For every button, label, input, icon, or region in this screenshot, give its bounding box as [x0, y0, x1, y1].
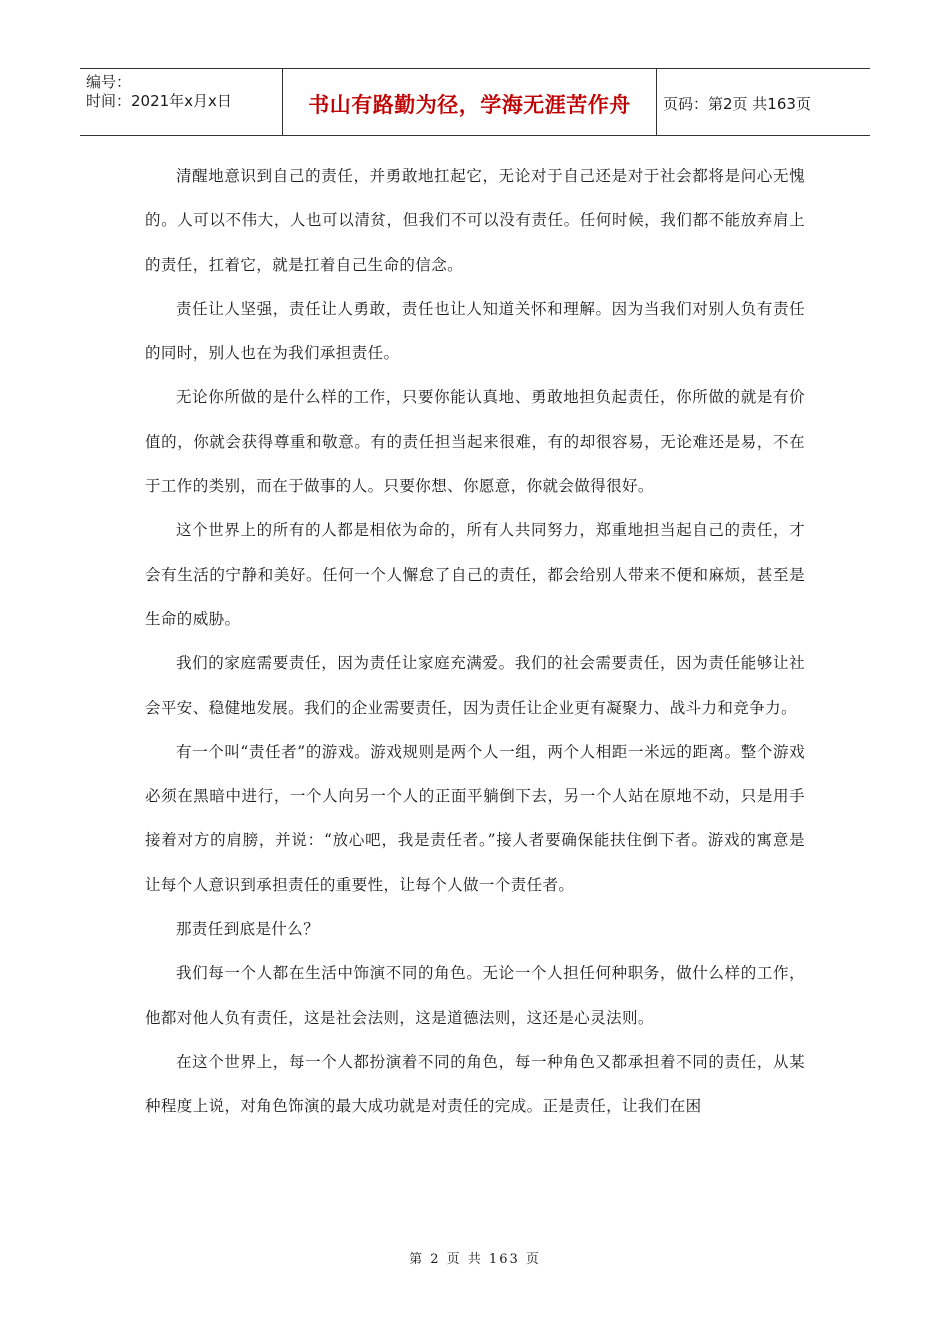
paragraph: 责任让人坚强，责任让人勇敢，责任也让人知道关怀和理解。因为当我们对别人负有责任的同时，别人也在为我们承担责任。: [145, 299, 805, 363]
paragraph: 在这个世界上，每一个人都扮演着不同的角色，每一种角色又都承担着不同的责任，从某种程度上说，对角色饰演的最大成功就是对责任的完成。正是责任，让我们在困: [145, 1052, 805, 1116]
paragraph: 这个世界上的所有的人都是相依为命的，所有人共同努力，郑重地担当起自己的责任，才会有生活的宁静和美好。任何一个人懈怠了自己的责任，都会给别人带来不便和麻烦，甚至是生命的威胁。: [145, 521, 805, 628]
paragraph: 有一个叫“责任者”的游戏。游戏规则是两个人一组，两个人相距一米远的距离。整个游戏必须在黑暗中进行，一个人向另一个人的正面平躺倒下去，另一个人站在原地不动，只是用手接着对方的肩膀，并说：“放心吧，我是责任者。”接人者要确保能扶住倒下者。游戏的寓意是让每个人意识到承担责任的重要性，让每个人做一个责任者。: [145, 742, 805, 894]
page-header: [80, 68, 870, 136]
paragraph: 无论你所做的是什么样的工作，只要你能认真地、勇敢地担负起责任，你所做的就是有价值的，你就会获得尊重和敬意。有的责任担当起来很难，有的却很容易，无论难还是易，不在于工作的类别，而在于做事的人。只要你想、你愿意，你就会做得很好。: [145, 388, 805, 496]
paragraph: 清醒地意识到自己的责任，并勇敢地扛起它，无论对于自己还是对于社会都将是问心无愧的。人可以不伟大，人也可以清贫，但我们不可以没有责任。任何时候，我们都不能放弃肩上的责任，扛着它，就是扛着自己生命的信念。: [145, 167, 805, 274]
serial-number-label: 编号：: [86, 73, 132, 91]
header-page-info: 页码：第2页 共163页: [663, 94, 811, 113]
paragraph: 我们每一个人都在生活中饰演不同的角色。无论一个人担任何种职务，做什么样的工作，他都对他人负有责任，这是社会法则，这是道德法则，这还是心灵法则。: [145, 964, 805, 1027]
document-body: [145, 154, 805, 1129]
date-label: 时间：2021年x月x日: [86, 92, 232, 110]
page-footer: 第 2 页 共 163 页: [409, 1252, 541, 1267]
header-motto: 书山有路勤为径，学海无涯苦作舟: [283, 69, 657, 135]
paragraph: 那责任到底是什么？: [176, 920, 320, 939]
paragraph: 我们的家庭需要责任，因为责任让家庭充满爱。我们的社会需要责任，因为责任能够让社会平安、稳健地发展。我们的企业需要责任，因为责任让企业更有凝聚力、战斗力和竞争力。: [145, 654, 805, 717]
header-meta: [80, 69, 283, 135]
